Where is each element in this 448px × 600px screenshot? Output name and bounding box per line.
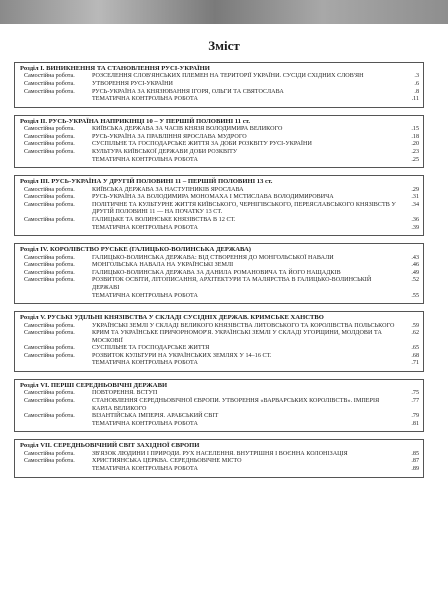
entry-title: РУСЬ-УКРАЇНА ЗА ПРАВЛІННЯ ЯРОСЛАВА МУДРОГО (92, 133, 247, 140)
toc-entry (20, 398, 419, 413)
entry-type: Самостійна робота. (24, 262, 75, 269)
entry-page-number: .71 (411, 360, 419, 367)
entry-type: Самостійна робота. (24, 126, 75, 133)
entry-title: КУЛЬТУРА КИЇВСЬКОЇ ДЕРЖАВИ ДОБИ РОЗКВІТУ (92, 148, 238, 155)
section-heading: Розділ ІІІ. РУСЬ-УКРАЇНА У ДРУГІЙ ПОЛОВИНІ 11 – ПЕРШІЙ ПОЛОВИНІ 13 ст. (20, 178, 273, 186)
entry-title: РОЗСЕЛЕННЯ СЛОВ'ЯНСЬКИХ ПЛЕМЕН НА ТЕРИТОРІЇ УКРАЇНИ. СУСІДИ СХІДНИХ СЛОВ'ЯН (92, 73, 364, 80)
entry-page-number: .29 (411, 186, 419, 193)
entry-type: Самостійна робота. (24, 201, 75, 208)
entry-type: Самостійна робота. (24, 141, 75, 148)
entry-page-number: .68 (411, 352, 419, 359)
entry-type: Самостійна робота. (24, 269, 75, 276)
entry-page-number: .39 (411, 224, 419, 231)
entry-page-number: .52 (411, 277, 419, 284)
entry-title: РОЗВИТОК КУЛЬТУРИ НА УКРАЇНСЬКИХ ЗЕМЛЯХ У 14–16 СТ. (92, 352, 272, 359)
toc-entry (20, 96, 419, 104)
entry-title: ГАЛИЦЬКО-ВОЛИНСЬКА ДЕРЖАВА: ВІД СТВОРЕННЯ ДО МОНГОЛЬСЬКОЇ НАВАЛИ (92, 254, 334, 261)
toc-entry (20, 157, 419, 165)
entry-type: Самостійна робота. (24, 450, 75, 457)
entry-page-number: .81 (411, 420, 419, 427)
toc-entry (20, 277, 419, 292)
toc-entry (20, 293, 419, 301)
toc-section (14, 379, 424, 432)
entry-page-number: .15 (411, 126, 419, 133)
entry-page-number: .25 (411, 156, 419, 163)
entry-title: ГАЛИЦЬКО-ВОЛИНСЬКА ДЕРЖАВА ЗА ДАНИЛА РОМАНОВИЧА ТА ЙОГО НАЩАДКІВ (92, 269, 341, 276)
entry-type: Самостійна робота. (24, 277, 75, 284)
entry-title: ПОЛІТИЧНЕ ТА КУЛЬТУРНЕ ЖИТТЯ КИЇВСЬКОГО, ЧЕРНІГІВСЬКОГО, ПЕРЕЯСЛАВСЬКОГО КНЯЗІВСТВ У ДРУГІЙ ПОЛОВИНІ 11 — НА ПОЧАТКУ 13 СТ. (92, 201, 396, 216)
entry-type: Самостійна робота. (24, 398, 75, 405)
toc-entry (20, 390, 419, 398)
toc-entry (20, 202, 419, 217)
toc-entry (20, 225, 419, 233)
entry-page-number: .36 (411, 216, 419, 223)
entry-title: ТЕМАТИЧНА КОНТРОЛЬНА РОБОТА (92, 466, 198, 473)
entry-page-number: .46 (411, 262, 419, 269)
entry-page-number: .11 (411, 96, 419, 103)
entry-page-number: .3 (414, 73, 419, 80)
entry-page-number: .77 (411, 398, 419, 405)
page-title: Зміст (208, 38, 240, 53)
toc-entry (20, 194, 419, 202)
section-heading: Розділ І. ВИНИКНЕННЯ ТА СТАНОВЛЕННЯ РУСІ-УКРАЇНИ (20, 65, 210, 72)
entry-title: ТЕМАТИЧНА КОНТРОЛЬНА РОБОТА (92, 224, 198, 231)
entry-title: ТЕМАТИЧНА КОНТРОЛЬНА РОБОТА (92, 360, 198, 367)
entry-page-number: .49 (411, 269, 419, 276)
toc-entry (20, 421, 419, 429)
toc-section (14, 311, 424, 372)
entry-title: КИЇВСЬКА ДЕРЖАВА ЗА НАСТУПНИКІВ ЯРОСЛАВА (92, 186, 244, 193)
entry-type: Самостійна робота. (24, 73, 75, 80)
entry-page-number: .65 (411, 345, 419, 352)
entry-type: Самостійна робота. (24, 390, 75, 397)
entry-title: УКРАЇНСЬКІ ЗЕМЛІ У СКЛАДІ ВЕЛИКОГО КНЯЗІВСТВА ЛИТОВСЬКОГО ТА КОРОЛІВСТВА ПОЛЬСЬКОГО (92, 322, 395, 329)
entry-title: СУСПІЛЬНЕ ТА ГОСПОДАРСЬКЕ ЖИТТЯ ЗА ДОБИ РОЗКВІТУ РУСІ-УКРАЇНИ (92, 141, 312, 148)
entry-type: Самостійна робота. (24, 322, 75, 329)
entry-type: Самостійна робота. (24, 186, 75, 193)
toc-section (14, 243, 424, 304)
toc-section (14, 115, 424, 168)
toc-entry (20, 141, 419, 149)
toc-section (14, 439, 424, 477)
entry-type: Самостійна робота. (24, 81, 75, 87)
entry-title: ЗВ'ЯЗОК ЛЮДИНИ І ПРИРОДИ. РУХ НАСЕЛЕННЯ. ВНУТРІШНЯ І ВОЄННА КОЛОНІЗАЦІЯ (92, 450, 348, 457)
toc-entry (20, 458, 419, 466)
entry-title: ВІЗАНТІЙСЬКА ІМПЕРІЯ. АРАБСЬКИЙ СВІТ (92, 413, 219, 420)
entry-title: ТЕМАТИЧНА КОНТРОЛЬНА РОБОТА (92, 420, 198, 427)
entry-title: ТЕМАТИЧНА КОНТРОЛЬНА РОБОТА (92, 96, 198, 103)
toc-entry (20, 255, 419, 263)
section-heading: Розділ IV. КОРОЛІВСТВО РУСЬКЕ (ГАЛИЦЬКО-ВОЛИНСЬКА ДЕРЖАВА) (20, 246, 251, 254)
toc-entry (20, 81, 419, 89)
entry-title: ТЕМАТИЧНА КОНТРОЛЬНА РОБОТА (92, 156, 198, 163)
entry-title: ПОВТОРЕННЯ. ВСТУП (92, 390, 158, 397)
section-heading: Розділ VI. ПЕРШІ СЕРЕДНЬОВІЧНІ ДЕРЖАВИ (20, 382, 168, 390)
entry-type: Самостійна робота. (24, 458, 75, 465)
section-heading: Розділ ІІ. РУСЬ-УКРАЇНА НАПРИКІНЦІ 10 – У ПЕРШІЙ ПОЛОВИНІ 11 ст. (20, 117, 251, 125)
toc-entry (20, 126, 419, 134)
entry-title: РУСЬ-УКРАЇНА ЗА КНЯЗЮВАННЯ ІГОРЯ, ОЛЬГИ ТА СВЯТОСЛАВА (92, 88, 284, 95)
entry-page-number: .20 (411, 141, 419, 148)
toc-entry (20, 345, 419, 353)
entry-type: Самостійна робота. (24, 88, 75, 95)
toc-entry (20, 262, 419, 270)
entry-page-number: .8 (414, 88, 419, 95)
entry-page-number: .87 (411, 458, 419, 465)
toc-entry (20, 217, 419, 225)
toc-entry (20, 73, 419, 81)
entry-page-number: .31 (411, 194, 419, 201)
toc-entry (20, 466, 419, 474)
toc-section (14, 175, 424, 236)
section-heading: Розділ VII. СЕРЕДНЬОВІЧНИЙ СВІТ ЗАХІДНОЇ ЄВРОПИ (20, 442, 200, 450)
entry-type: Самостійна робота. (24, 330, 75, 337)
toc-entry (20, 330, 419, 345)
entry-page-number: .85 (411, 450, 419, 457)
entry-type: Самостійна робота. (24, 148, 75, 155)
entry-page-number: .55 (411, 292, 419, 299)
entry-type: Самостійна робота. (24, 413, 75, 420)
entry-title: ГАЛИЦЬКЕ ТА ВОЛИНСЬКЕ КНЯЗІВСТВА В 12 СТ. (92, 216, 236, 223)
toc-entry (20, 451, 419, 459)
entry-title: РОЗВИТОК ОСВІТИ, ЛІТОПИСАННЯ, АРХІТЕКТУРИ ТА МАЛЯРСТВА В ГАЛИЦЬКО-ВОЛИНСЬКІЙ ДЕРЖАВІ (92, 277, 372, 291)
entry-title: ХРИСТИЯНСЬКА ЦЕРКВА. СЕРЕДНЬОВІЧНЕ МІСТО (92, 458, 242, 465)
header-band (0, 0, 448, 24)
entry-page-number: .23 (411, 148, 419, 155)
entry-page-number: .43 (411, 254, 419, 261)
entry-title: КИЇВСЬКА ДЕРЖАВА ЗА ЧАСІВ КНЯЗЯ ВОЛОДИМИРА ВЕЛИКОГО (92, 126, 283, 133)
entry-page-number: .89 (411, 466, 419, 473)
entry-title: РУСЬ-УКРАЇНА ЗА ВОЛОДИМИРА МОНОМАХА І МСТИСЛАВА ВОЛОДИМИРОВИЧА (92, 194, 334, 201)
entry-title: УТВОРЕННЯ РУСІ-УКРАЇНИ (92, 81, 173, 87)
entry-title: СТАНОВЛЕННЯ СЕРЕДНЬОВІЧНОЇ ЄВРОПИ. УТВОРЕННЯ «ВАРВАРСЬКИХ КОРОЛІВСТВ». ІМПЕРІЯ КАРЛА ВЕЛИКОГО (92, 398, 380, 412)
entry-page-number: .6 (414, 81, 419, 87)
entry-page-number: .62 (411, 330, 419, 337)
toc-entry (20, 360, 419, 368)
entry-type: Самостійна робота. (24, 133, 75, 140)
toc-entry (20, 413, 419, 421)
table-of-contents (14, 62, 424, 485)
entry-page-number: .59 (411, 322, 419, 329)
section-heading: Розділ V. РУСЬКІ УДІЛЬНІ КНЯЗІВСТВА У СКЛАДІ СУСІДНІХ ДЕРЖАВ. КРИМСЬКЕ ХАНСТВО (20, 314, 324, 322)
toc-entry (20, 323, 419, 331)
entry-title: МОНГОЛЬСЬКА НАВАЛА НА УКРАЇНСЬКІ ЗЕМЛІ (92, 262, 234, 269)
entry-title: СУСПІЛЬНЕ ТА ГОСПОДАРСЬКЕ ЖИТТЯ (92, 345, 210, 352)
toc-entry (20, 353, 419, 361)
toc-section (14, 62, 424, 108)
entry-title: ТЕМАТИЧНА КОНТРОЛЬНА РОБОТА (92, 292, 198, 299)
entry-type: Самостійна робота. (24, 345, 75, 352)
entry-title: КРИМ ТА УКРАЇНСЬКЕ ПРИЧОРНОМОР'Я. УКРАЇНСЬКІ ЗЕМЛІ У СКЛАДІ УГОРЩИНИ, МОЛДОВИ ТА МОСКОВІЇ (92, 330, 382, 344)
entry-type: Самостійна робота. (24, 194, 75, 201)
toc-entry (20, 149, 419, 157)
entry-type: Самостійна робота. (24, 216, 75, 223)
entry-type: Самостійна робота. (24, 254, 75, 261)
entry-page-number: .79 (411, 413, 419, 420)
entry-page-number: .18 (411, 133, 419, 140)
toc-entry (20, 89, 419, 97)
entry-type: Самостійна робота. (24, 352, 75, 359)
entry-page-number: .34 (411, 201, 419, 208)
entry-page-number: .75 (411, 390, 419, 397)
